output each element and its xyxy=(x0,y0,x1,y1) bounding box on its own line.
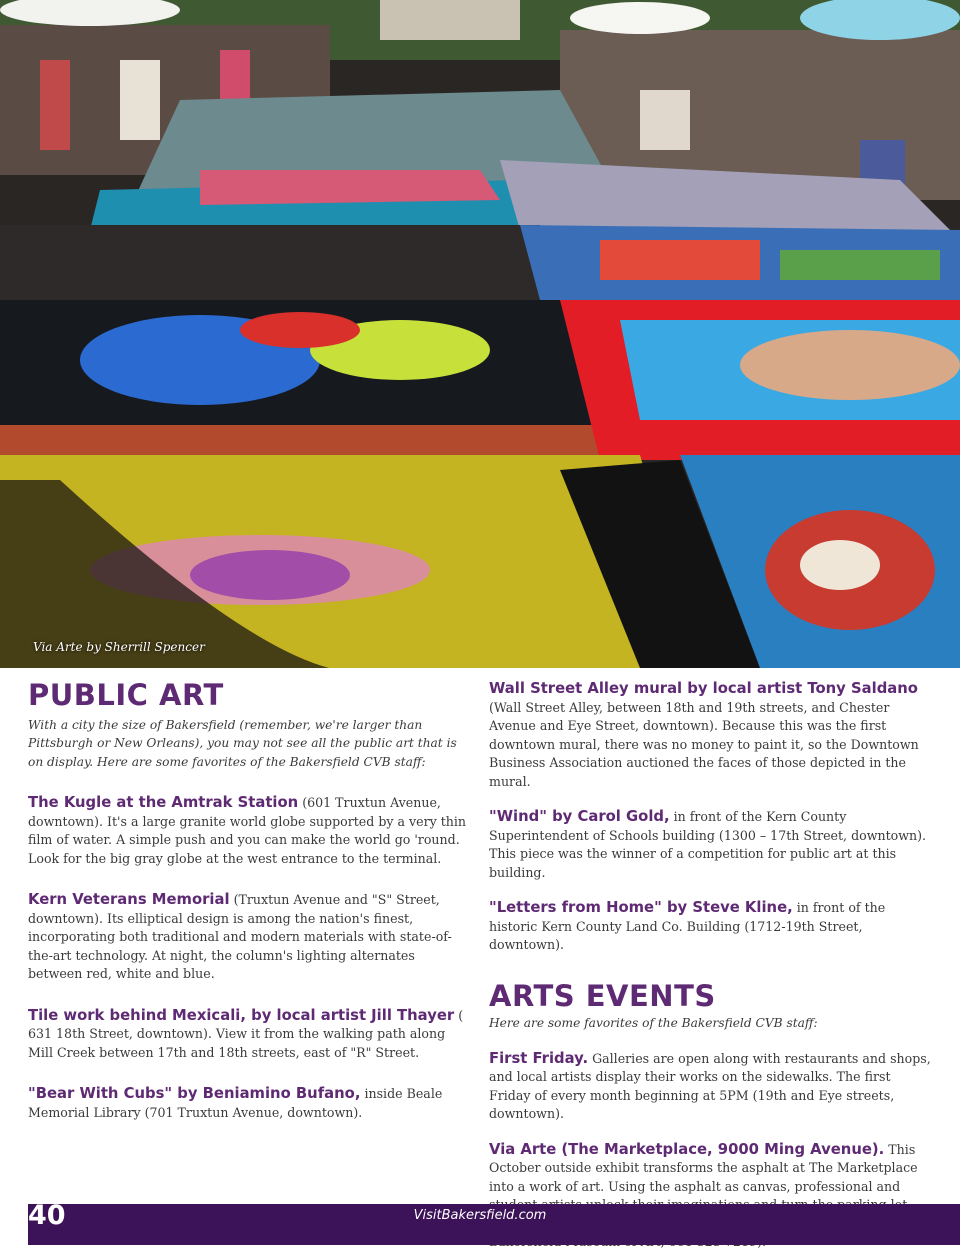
item-kugle xyxy=(28,794,470,868)
item-wall-street-title: Wall Street Alley mural by local artist Tony Saldano xyxy=(489,680,918,697)
item-kugle-title: The Kugle at the Amtrak Station xyxy=(28,794,299,812)
item-bear-body: inside Beale Memorial Library (701 Truxtun Avenue, downtown). xyxy=(28,1086,443,1120)
item-bear-title: "Bear With Cubs" by Beniamino Bufano, xyxy=(28,1085,361,1103)
item-veterans-body: (Truxtun Avenue and "S" Street, downtown). Its elliptical design is among the nation's finest, incorporating both traditional and modern materials with state-of-the-art technology. At night, the column's lighting alternates between red, white and blue. xyxy=(28,892,452,982)
item-kugle-body: (601 Truxtun Avenue, downtown). It's a large granite world globe supported by a very thin film of water. A simple push and you can make the world go 'round. Look for the big gray globe at the west entrance to the terminal. xyxy=(28,795,467,866)
item-letters-title: "Letters from Home" by Steve Kline, xyxy=(489,899,793,916)
page-number: 40 xyxy=(28,1200,66,1231)
item-wall-street-body: (Wall Street Alley, between 18th and 19th streets, and Chester Avenue and Eye Street, downtown). Because this was the first downtown mural, there was no money to paint it, so the Downtown Business Association auctioned the faces of those depicted in the mural. xyxy=(489,699,919,789)
item-tile-title: Tile work behind Mexicali, by local artist Jill Thayer xyxy=(28,1006,455,1024)
arts-events-title: ARTS EVENTS xyxy=(489,978,716,1013)
item-letters-body: in front of the historic Kern County Land Co. Building (1712-19th Street, downtown). xyxy=(489,900,886,952)
item-via-arte-body: This October outside exhibit transforms the asphalt at The Marketplace into a work of art. Using the asphalt as canvas, professional and xyxy=(489,1141,918,1194)
item-tile-work xyxy=(28,1007,470,1063)
arts-events-intro: Here are some favorites of the Bakersfield CVB staff: xyxy=(489,1016,818,1031)
item-veterans-memorial xyxy=(28,891,470,984)
item-wind-title: "Wind" by Carol Gold, xyxy=(489,808,670,825)
public-art-title: PUBLIC ART xyxy=(28,678,224,712)
photo-caption: Via Arte by Sherrill Spencer xyxy=(33,640,205,654)
footer-website[interactable]: VisitBakersfield.com xyxy=(413,1208,547,1223)
public-art-intro: With a city the size of Bakersfield (remember, we're larger than Pittsburgh or New Orleans), you may not see all the public art that is on display. Here are some favorites of the Bakersfield CVB staff: xyxy=(28,717,457,769)
item-wind xyxy=(489,808,934,882)
item-first-friday-title: First Friday. xyxy=(489,1049,589,1067)
item-wall-street-mural xyxy=(489,680,934,791)
item-bear-with-cubs xyxy=(28,1085,470,1122)
item-tile-body: ( 631 18th Street, downtown). View it from the walking path along Mill Creek between 17th and 18th streets, east of "R" Street. xyxy=(28,1007,464,1060)
item-first-friday-body: Galleries are open along with restaurants and shops, and local artists display their works on the sidewalks. The first Friday of every month beginning at 5PM (19th and Eye streets, downtown). xyxy=(489,1050,931,1122)
item-letters-from-home xyxy=(489,899,934,955)
left-column xyxy=(28,668,470,1122)
item-wind-body: in front of the Kern County Superintendent of Schools building (1300 – 17th Street, downtown). This piece was the winner of a competition for public art at this building. xyxy=(489,809,927,880)
item-first-friday xyxy=(489,1050,934,1124)
item-via-arte-title: Via Arte (The Marketplace, 9000 Ming Avenue). xyxy=(489,1140,885,1158)
item-veterans-title: Kern Veterans Memorial xyxy=(28,891,230,909)
right-column xyxy=(489,668,934,1252)
